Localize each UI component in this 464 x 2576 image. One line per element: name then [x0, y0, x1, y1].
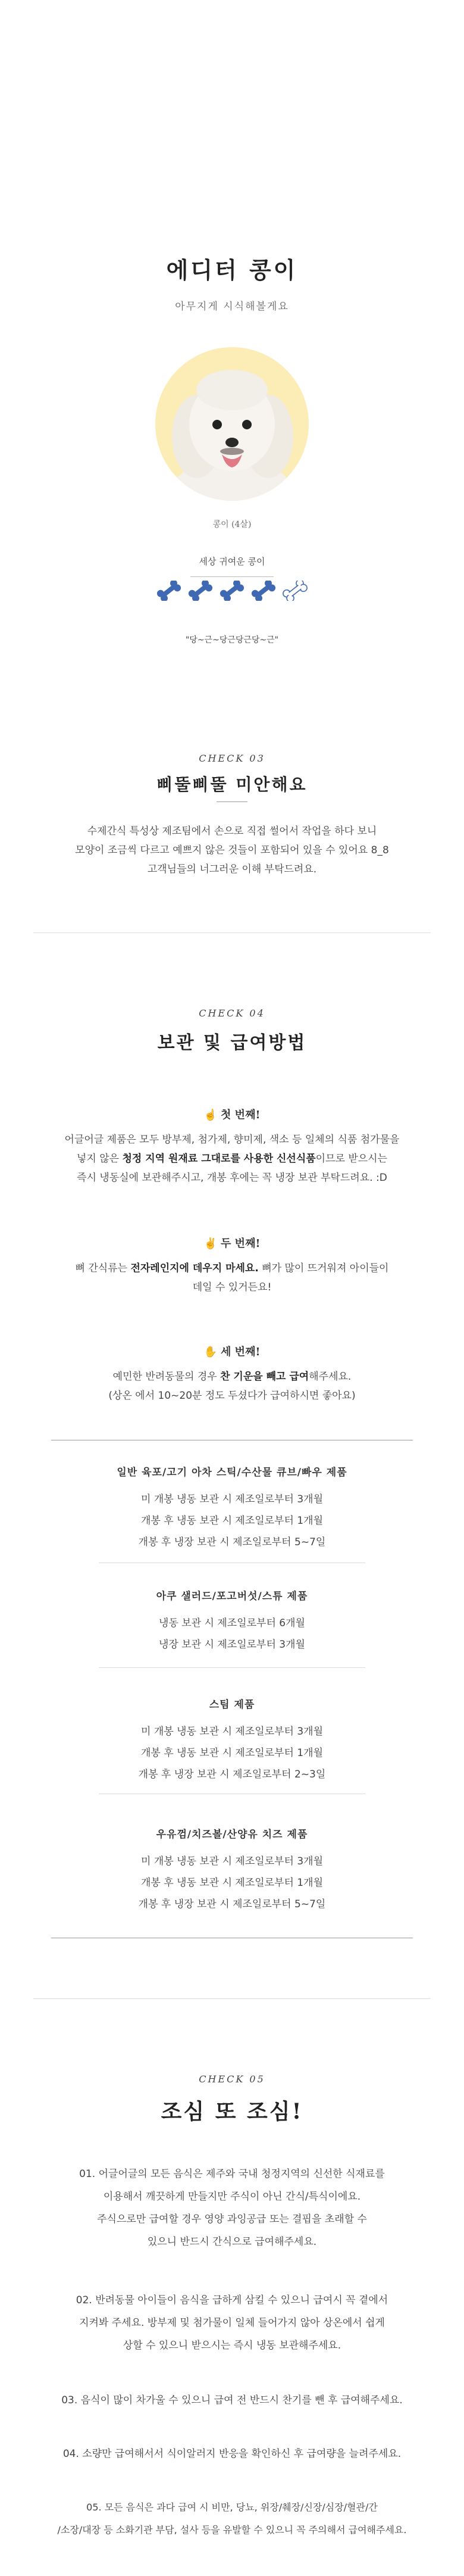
- storage-line: 개봉 후 냉장 보관 시 제조일로부터 5~7일: [138, 1898, 326, 1910]
- dog-label: 세상 귀여운 콩이: [199, 556, 265, 567]
- body-line: 있으니 반드시 간식으로 급여해주세요.: [147, 2236, 317, 2248]
- hand-one-icon: ☝: [203, 1109, 218, 1121]
- caution-item: [0, 2443, 464, 2465]
- body-line: 모양이 조금씩 다르고 예쁘지 않은 것들이 포함되어 있을 수 있어요 8_8: [75, 844, 389, 856]
- body-text: 뼈 간식류는: [75, 1262, 131, 1274]
- third-body: [0, 1367, 464, 1405]
- body-line: 이용해서 깨끗하게 만들지만 주식이 아닌 간식/특식이에요.: [103, 2191, 361, 2203]
- second-body: [0, 1259, 464, 1297]
- storage-line: 개봉 후 냉동 보관 시 제조일로부터 1개월: [141, 1515, 323, 1527]
- body-line: 지켜봐 주세요. 방부제 및 첨가물이 일체 들어가지 않아 상온에서 쉽게: [79, 2317, 385, 2329]
- body-text: 해주세요.: [309, 1371, 352, 1383]
- body-line: /소장/대장 등 소화기관 부담, 설사 등을 유발할 수 있으니 꼭 주의해서 급여해주세요.: [57, 2524, 407, 2536]
- storage-line: 미 개봉 냉동 보관 시 제조일로부터 3개월: [141, 1726, 323, 1738]
- body-emphasis: 청정 지역 원재료 그대로를 사용한 신선식품: [122, 1153, 316, 1165]
- body-text: 뼈가 많이 뜨거워져 아이들이: [258, 1262, 389, 1274]
- page-subtitle: 아무지게 시식해볼게요: [175, 301, 289, 313]
- body-line: 데일 수 있거든요!: [192, 1281, 272, 1293]
- storage-line: 미 개봉 냉동 보관 시 제조일로부터 3개월: [141, 1493, 323, 1505]
- body-text: 예민한 반려동물의 경우: [112, 1371, 221, 1383]
- second-heading-text: 두 번째!: [221, 1237, 261, 1250]
- check-04-title: 보관 및 급여방법: [157, 1033, 307, 1053]
- bone-outline-icon: [282, 581, 308, 603]
- storage-line: 개봉 후 냉장 보관 시 제조일로부터 2~3일: [138, 1769, 326, 1780]
- caution-item: [0, 2163, 464, 2253]
- storage-list: [0, 1613, 464, 1655]
- hand-three-icon: ✋: [203, 1346, 218, 1358]
- body-line: 수제간식 특성상 제조팀에서 손으로 직접 썰어서 작업을 하다 보니: [87, 825, 377, 837]
- body-text: 넣지 않은: [76, 1153, 123, 1165]
- storage-list: [0, 1489, 464, 1553]
- dog-avatar: [155, 347, 309, 501]
- first-heading-text: 첫 번째!: [221, 1109, 261, 1121]
- check-05-label: CHECK 05: [199, 2073, 265, 2085]
- hand-two-icon: ✌: [203, 1237, 218, 1250]
- bone-icon: [219, 581, 245, 603]
- body-line: 03. 음식이 많이 차가울 수 있으니 급여 전 반드시 찬기를 뺀 후 급여해주세요.: [61, 2394, 403, 2406]
- check-03-label: CHECK 03: [199, 753, 265, 764]
- storage-divider: [99, 1667, 365, 1668]
- storage-line: 냉장 보관 시 제조일로부터 3개월: [159, 1639, 305, 1651]
- storage-line: 개봉 후 냉동 보관 시 제조일로부터 1개월: [141, 1877, 323, 1889]
- check-04-label: CHECK 04: [199, 1008, 265, 1019]
- check-05-title: 조심 또 조심!: [161, 2099, 303, 2124]
- storage-list: [0, 1851, 464, 1915]
- body-line: [0, 1149, 464, 1168]
- caution-item: [0, 2496, 464, 2541]
- check-03-title: 삐뚤삐뚤 미안해요: [156, 775, 308, 794]
- second-heading: [0, 1235, 464, 1250]
- body-line: (상온 에서 10~20분 정도 두셨다가 급여하시면 좋아요): [108, 1390, 356, 1402]
- body-line: [0, 1367, 464, 1386]
- storage-line: 개봉 후 냉동 보관 시 제조일로부터 1개월: [141, 1747, 323, 1759]
- body-line: 고객님들의 너그러운 이해 부탁드려요.: [147, 863, 317, 875]
- first-heading: [0, 1106, 464, 1122]
- body-text: 이므로 받으시는: [315, 1153, 388, 1165]
- body-line: 01. 어글어글의 모든 음식은 제주와 국내 청정지역의 신선한 식재료를: [79, 2168, 385, 2180]
- third-heading: [0, 1343, 464, 1359]
- first-body: [0, 1130, 464, 1187]
- body-emphasis: 전자레인지에 데우지 마세요.: [130, 1262, 259, 1274]
- bone-icon: [187, 581, 214, 603]
- section-divider: [33, 1998, 431, 1999]
- body-emphasis: 찬 기운을 빼고 급여: [220, 1371, 309, 1383]
- divider: [190, 576, 274, 577]
- storage-line: 미 개봉 냉동 보관 시 제조일로부터 3개월: [141, 1855, 323, 1867]
- caution-item: [0, 2389, 464, 2412]
- caution-item: [0, 2289, 464, 2357]
- body-line: 02. 반려동물 아이들이 음식을 급하게 삼킬 수 있으니 급여시 꼭 곁에서: [76, 2294, 388, 2306]
- body-line: 04. 소량만 급여해서서 식이알러지 반응을 확인하신 후 급여량을 늘려주세요.: [62, 2448, 402, 2460]
- bone-icon: [250, 581, 277, 603]
- body-line: 상할 수 있으니 받으시는 즉시 냉동 보관해주세요.: [123, 2340, 341, 2352]
- storage-title: 아쿠 샐러드/포고버섯/스튜 제품: [156, 1590, 308, 1602]
- body-line: 05. 모든 음식은 과다 급여 시 비만, 당뇨, 위장/췌장/신장/심장/혈관/간: [86, 2502, 378, 2513]
- storage-title: 우유껌/치즈볼/산양유 치즈 제품: [156, 1829, 308, 1841]
- body-line: 주식으로만 급여할 경우 영양 과잉공급 또는 결핍을 초래할 수: [97, 2213, 367, 2225]
- page-title: 에디터 콩이: [166, 257, 298, 283]
- body-line: 어글어글 제품은 모두 방부제, 첨가제, 향미제, 색소 등 일체의 식품 첨가물을: [64, 1134, 400, 1146]
- storage-line: 개봉 후 냉장 보관 시 제조일로부터 5~7일: [138, 1536, 326, 1548]
- third-heading-text: 세 번째!: [221, 1346, 261, 1358]
- storage-line: 냉동 보관 시 제조일로부터 6개월: [159, 1617, 305, 1629]
- bone-icon: [156, 581, 182, 603]
- body-line: [0, 1259, 464, 1278]
- check-03-body: [0, 822, 464, 879]
- storage-title: 일반 육포/고기 아차 스틱/수산물 큐브/빠우 제품: [117, 1467, 347, 1479]
- rating-quote: "당~근~당근당근당~근": [185, 635, 279, 645]
- body-line: 즉시 냉동실에 보관해주시고, 개봉 후에는 꼭 냉장 보관 부탁드려요. :D: [77, 1172, 387, 1184]
- storage-title: 스팀 제품: [209, 1699, 255, 1711]
- dog-caption: 콩이 (4살): [212, 520, 252, 529]
- storage-list: [0, 1721, 464, 1785]
- bone-rating: [0, 581, 464, 603]
